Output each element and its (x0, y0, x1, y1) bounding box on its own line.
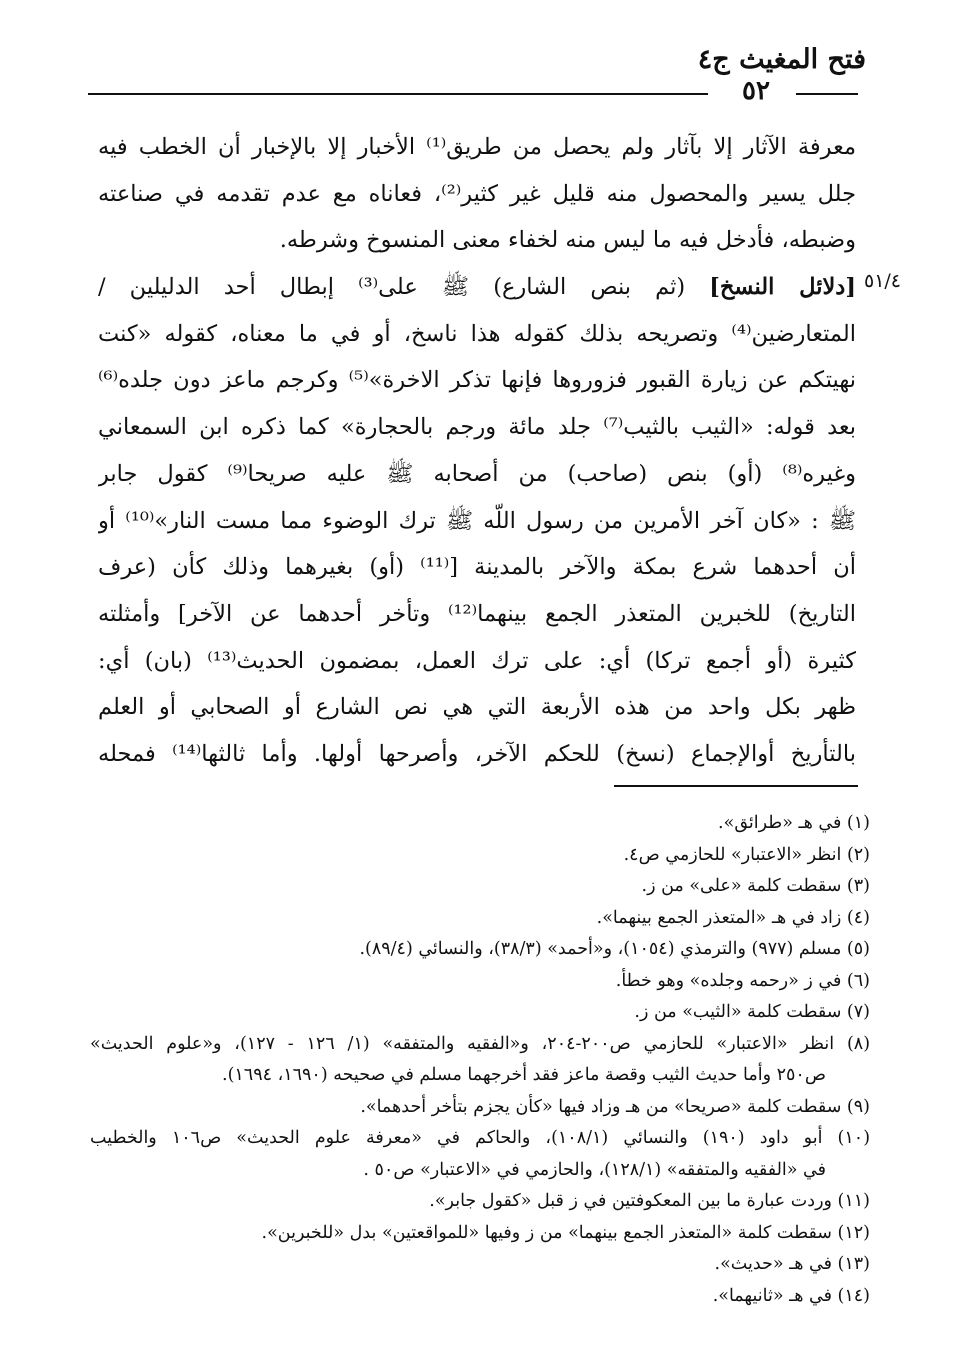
section-heading: [دلائل النسخ] (709, 274, 856, 301)
header-rule (796, 93, 858, 95)
footnote: (٧) سقطت كلمة «الثيب» من ز. (634, 1002, 870, 1022)
footnote: (٣) سقطت كلمة «على» من ز. (641, 876, 870, 896)
footnote: (٥) مسلم (٩٧٧) والترمذي (١٠٥٤)، و«أحمد» (٣٨/٣)، والنسائي (٨٩/٤). (359, 939, 870, 959)
header-rule (88, 93, 708, 95)
footnote: (١٢) سقطت كلمة «المتعذر الجمع بينهما» من ز وفيها «للمواقعتين» بدل «للخبرين». (261, 1222, 870, 1243)
text-line: أن أحدهما شرع بمكة والآخر بالمدينة [⁽¹¹⁾ (أو) بغيرهما وذلك كأن (عرف (98, 554, 856, 581)
running-title: فتح المغيث ج٤ (697, 44, 866, 75)
footnote: (١) في هـ «طرائق». (718, 813, 870, 833)
text-line: وغيره⁽⁸⁾ (أو) بنص (صاحب) من أصحابه ﷺ عليه صريحا⁽⁹⁾ كقول جابر (98, 460, 856, 487)
footnote: (١١) وردت عبارة ما بين المعكوفتين في ز قبل «كقول جابر». (429, 1191, 870, 1211)
text-line: ﷺ : «كان آخر الأمرين من رسول اللّه ﷺ ترك الوضوء مما مست النار»⁽¹⁰⁾ أو (98, 507, 856, 534)
text-line: نهيتكم عن زيارة القبور فزوروها فإنها تذكر الاخرة»⁽⁵⁾ وكرجم ماعز دون جلده⁽⁶⁾ (98, 367, 856, 394)
footnote: (٤) زاد في هـ «المتعذر الجمع بينهما». (596, 907, 870, 928)
text-line: (ثم بنص الشارع) ﷺ على⁽³⁾ إبطال أحد الدليلين / (98, 274, 686, 301)
footnote-continuation: ص٢٥٠ وأما حديث الثيب وقصة ماعز فقد أخرجهما مسلم في صحيحه (١٦٩٠، ١٦٩٤). (222, 1065, 826, 1085)
footnote: (١٣) في هـ «حديث». (714, 1254, 870, 1274)
text-line: وضبطه، فأدخل فيه ما ليس منه لخفاء معنى المنسوخ وشرطه. (279, 227, 856, 254)
text-line-with-heading (98, 264, 856, 311)
text-line: جلل يسير والمحصول منه قليل غير كثير⁽²⁾، فعاناه مع عدم تقدمه في صناعته (98, 180, 856, 207)
footnote: (٢) انظر «الاعتبار» للحازمي ص٤. (623, 844, 870, 865)
footnote-separator (614, 785, 858, 787)
margin-reference: ٥١/٤ (864, 270, 902, 292)
footnote-continuation: في «الفقيه والمتفقه» (١٢٨/١)، والحازمي في «الاعتبار» ص٥٠ . (363, 1159, 826, 1180)
text-line: المتعارضين⁽⁴⁾ وتصريحه بذلك كقوله هذا ناسخ، أو في ما معناه، كقوله «كنت (98, 320, 856, 347)
page-number: ٥٢ (742, 76, 770, 106)
footnote: (٩) سقطت كلمة «صريحا» من هـ وزاد فيها «كأن يجزم بتأخر أحدهما». (360, 1096, 870, 1117)
text-line: بعد قوله: «الثيب بالثيب⁽⁷⁾ جلد مائة ورجم بالحجارة» كما ذكره ابن السمعاني (98, 414, 856, 441)
text-line: كثيرة (أو أجمع تركا) أي: على ترك العمل، بمضمون الحديث⁽¹³⁾ (بان) أي: (98, 647, 856, 674)
footnote: (٨) انظر «الاعتبار» للحازمي ص٢٠٠-٢٠٤، و«الفقيه والمتفقه» (١/ ١٢٦ - ١٢٧)، و«علوم الحديث» (90, 1033, 870, 1054)
text-line: بالتأريخ أوالإجماع (نسخ) للحكم الآخر، وأصرحها أولها. وأما ثالثها⁽¹⁴⁾ فمحله (98, 740, 856, 767)
footnotes (90, 808, 870, 1312)
footnote: (١٤) في هـ «ثانيهما». (712, 1285, 870, 1306)
text-line: معرفة الآثار إلا بآثار ولم يحصل من طريق⁽¹⁾ الأخبار إلا بالإخبار أن الخطب فيه (98, 134, 856, 160)
text-line: ظهر بكل واحد من هذه الأربعة التي هي نص الشارع أو الصحابي أو العلم (98, 694, 856, 721)
main-text (98, 124, 856, 778)
footnote: (٦) في ز «رحمه وجلده» وهو خطأ. (615, 970, 870, 991)
text-line: التاريخ) للخبرين المتعذر الجمع بينهما⁽¹²⁾ وتأخر أحدهما عن الآخر] وأمثلته (98, 600, 856, 627)
footnote: (١٠) أبو داود (١٩٠) والنسائي (١٠٨/١)، والحاكم في «معرفة علوم الحديث» ص١٠٦ والخطيب (90, 1128, 870, 1148)
